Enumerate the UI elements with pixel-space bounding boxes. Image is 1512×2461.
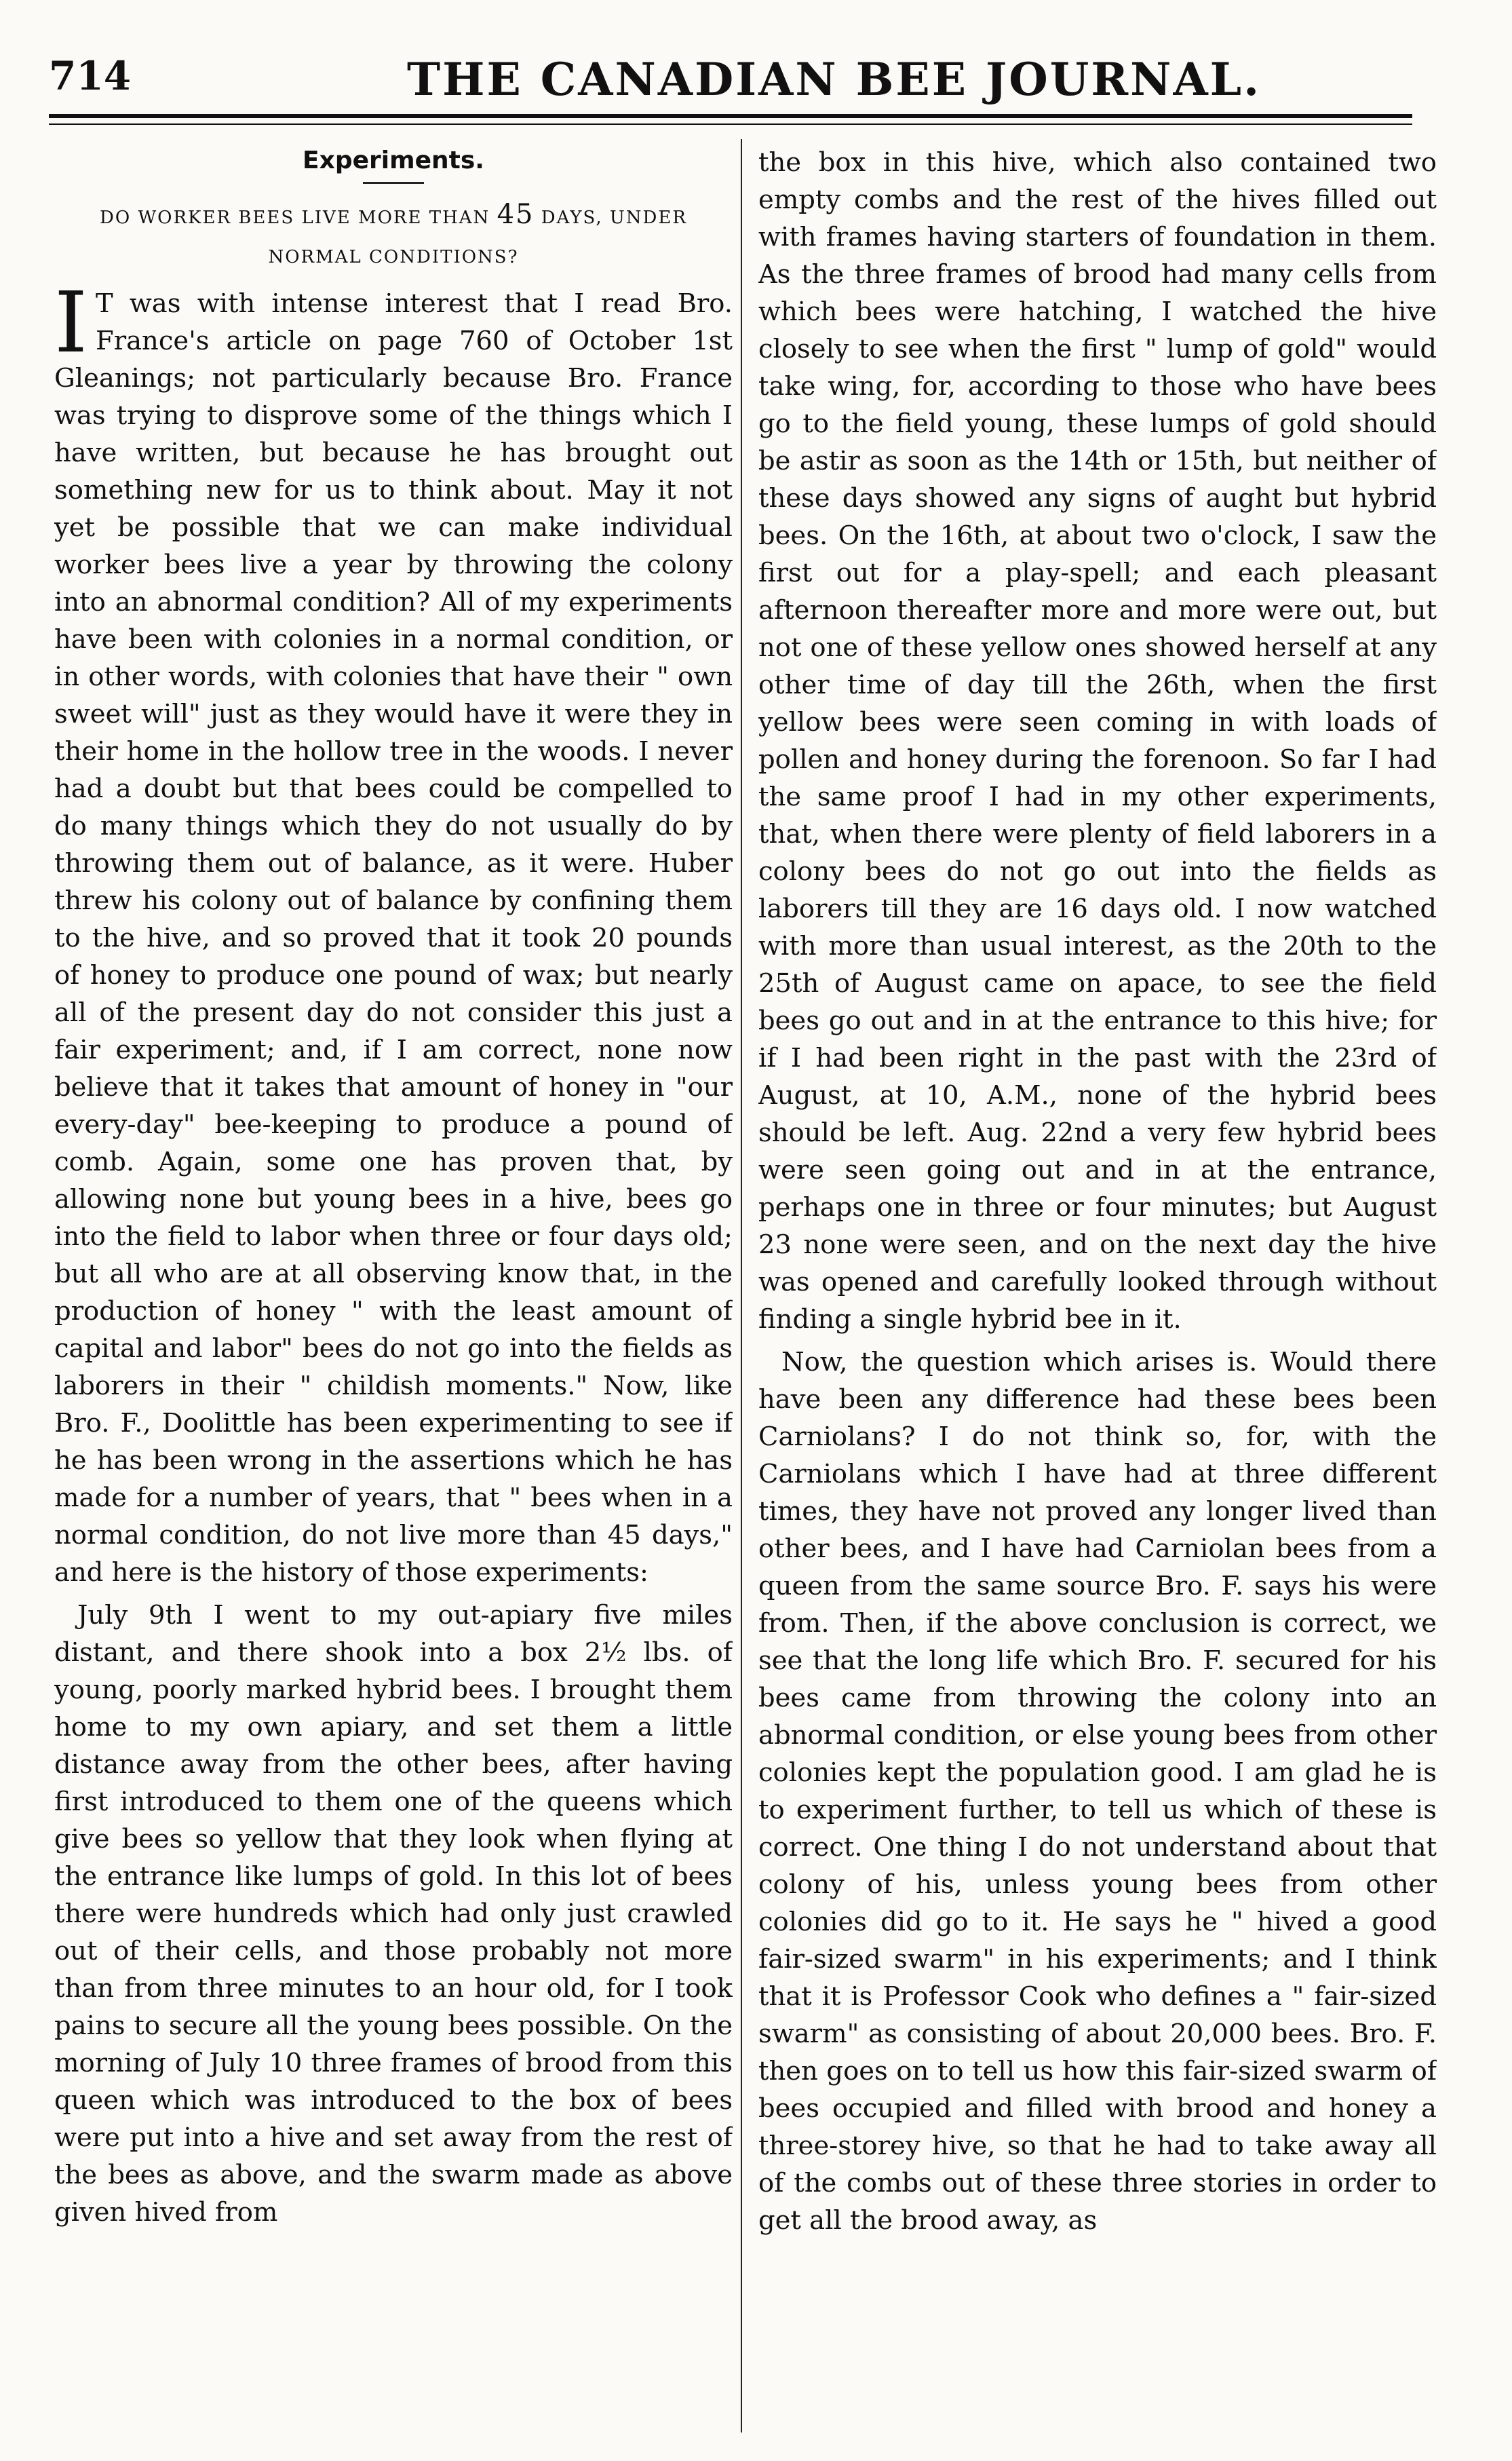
paragraph-4: Now, the question which arises is. Would there have been any difference had these bees been Carniolans? I do not think so, for, with the Carniolans which I have had at three different times, they have not proved any longer lived than other bees, and I have had Carniolan bees from a queen from the same source Bro. F. says his were from. Then, if the above conclusion is correct, we see that the long life which Bro. F. secured for his bees came from throwing the colony into an abnormal condition, or else young bees from other colonies kept the population good. I am glad he is to experiment further, to tell us which of these is correct. One thing I do not understand about that colony of his, unless young bees from other colonies did go to it. He says he " hived a good fair-sized swarm" in his experiments; and I think that it is Professor Cook who defines a " fair-sized swarm" as consisting of about 20,000 bees. Bro. F. then goes on to tell us how this fair-sized swarm of bees occupied and filled with brood and honey a three-storey hive, so that he had to take away all of the combs out of these three stories in order to get all the brood away, as	[758, 1347, 1437, 2236]
drop-cap: I	[54, 274, 88, 372]
subtitle-pre: DO WORKER BEES LIVE MORE THAN	[100, 208, 490, 228]
paragraph-2: July 9th I went to my out-apiary five miles distant, and there shook into a box 2½ lbs. of young, poorly marked hybrid bees. I brought them home to my own apiary, and set them a little distance away from the other bees, after having first introduced to them one of the queens which give bees so yellow that they look when flying at the entrance like lumps of gold. In this lot of bees there were hundreds which had only just crawled out of their cells, and those probably not more than from three minutes to an hour old, for I took pains to secure all the young bees possible. On the morning of July 10 three frames of brood from this queen which was introduced to the box of bees were put into a hive and set away from the rest of the bees as above, and the swarm made as above given hived from	[54, 1600, 733, 2228]
right-column	[758, 144, 1437, 2437]
journal-title: THE CANADIAN BEE JOURNAL.	[407, 53, 1262, 106]
left-column	[54, 144, 733, 2437]
paragraph-3: the box in this hive, which also contained two empty combs and the rest of the hives filled out with frames having starters of foundation in them. As the three frames of brood had many cells from which bees were hatching, I watched the hive closely to see when the first " lump of gold" would take wing, for, according to those who have bees go to the field young, these lumps of gold should be astir as soon as the 14th or 15th, but neither of these days showed any signs of aught but hybrid bees. On the 16th, at about two o'clock, I saw the first out for a play-spell; and each pleasant afternoon thereafter more and more were out, but not one of these yellow ones showed herself at any other time of day till the 26th, when the first yellow bees were seen coming in with loads of pollen and honey during the forenoon. So far I had the same proof I had in my other experiments, that, when there were plenty of field laborers in a colony bees do not go out into the fields as laborers till they are 16 days old. I now watched with more than usual interest, as the 20th to the 25th of August came on apace, to see the field bees go out and in at the entrance to this hive; for if I had been right in the past with the 23rd of August, at 10, A.M., none of the hybrid bees should be left. Aug. 22nd a very few hybrid bees were seen going out and in at the entrance, perhaps one in three or four minutes; but August 23 none were seen, and on the next day the hive was opened and carefully looked through without finding a single hybrid bee in it.	[758, 147, 1437, 1335]
article-heading: Experiments.	[303, 147, 484, 174]
article-subtitle	[54, 195, 733, 277]
paragraph-1	[54, 274, 733, 1591]
header-rule-thin	[49, 123, 1412, 125]
column-divider	[741, 139, 742, 2433]
paragraph-1-text: T was with intense interest that I read Bro. France's article on page 760 of October 1st Gleanings; not particularly because Bro. France was trying to disprove some of the things which I have written, but because he has brought out something new for us to think about. May it not yet be possible that we can make individual worker bees live a year by throwing the colony into an abnormal condition? All of my experiments have been with colonies in a normal condition, or in other words, with colonies that have their " own sweet will" just as they would have it were they in their home in the hollow tree in the woods. I never had a doubt but that bees could be compelled to do many things which they do not usually do by throwing them out of balance, as it were. Huber threw his colony out of balance by confining them to the hive, and so proved that it took 20 pounds of honey to produce one pound of wax; but nearly all of the present day do not consider this just a fair experiment; and, if I am correct, none now believe that it takes that amount of honey in "our every-day" bee-keeping to produce a pound of comb. Again, some one has proven that, by allowing none but young bees in a hive, bees go into the field to labor when three or four days old; but all who are at all observing know that, in the production of honey " with the least amount of capital and labor" bees do not go into the fields as laborers in their " childish moments." Now, like Bro. F., Doolittle has been experimenting to see if he has been wrong in the assertions which he has made for a number of years, that " bees when in a normal condition, do not live more than 45 days," and here is the history of those experiments:	[54, 288, 733, 1588]
subtitle-post: DAYS, UNDER NORMAL CONDITIONS?	[268, 208, 687, 267]
header-rule-thick	[49, 114, 1412, 118]
page-number: 714	[49, 53, 132, 99]
heading-rule	[363, 182, 424, 184]
subtitle-number: 45	[497, 199, 535, 230]
